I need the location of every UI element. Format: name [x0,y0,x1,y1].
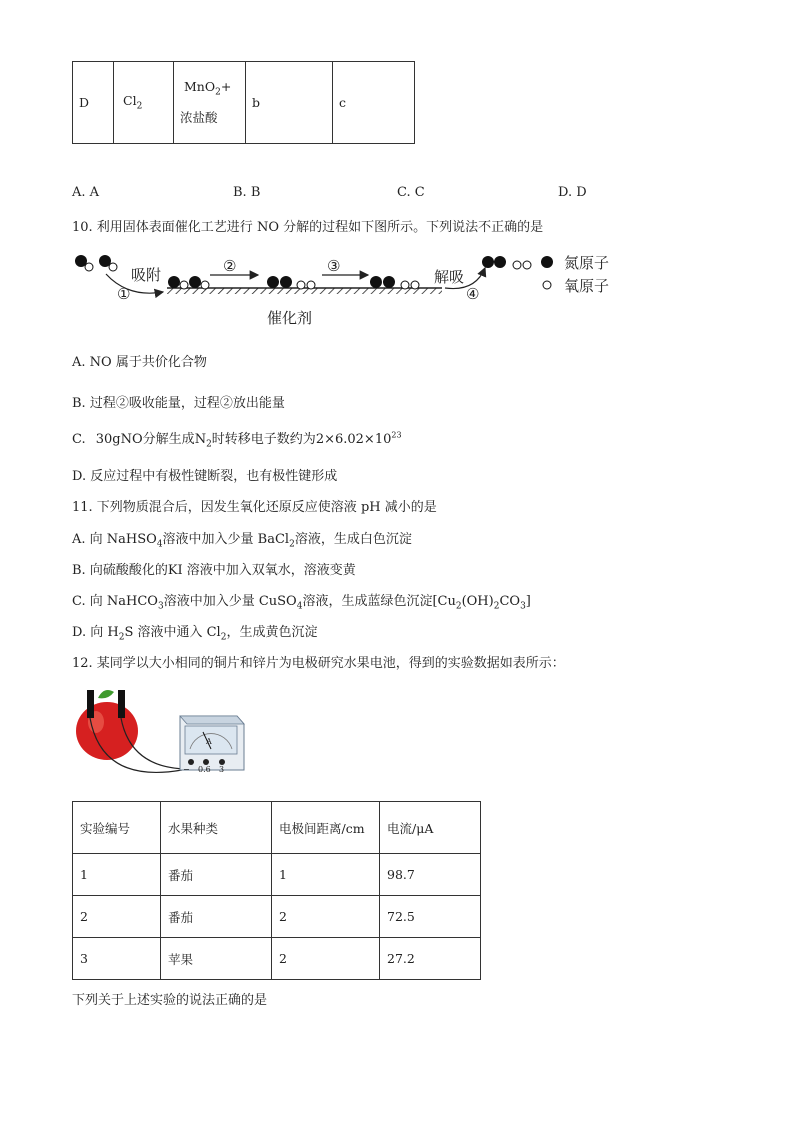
q9-option-b: B. B [233,185,261,200]
label-step2: ② [223,257,237,275]
q10-option-b: B. 过程②吸收能量，过程②放出能量 [72,396,285,411]
ammeter-icon [180,716,244,770]
table-cell: 72.5 [380,896,481,938]
q11-option-b: B. 向硫酸酸化的KI 溶液中加入双氧水，溶液变黄 [72,563,356,578]
table-cell: 98.7 [380,854,481,896]
table-cell: 27.2 [380,938,481,980]
legend-oxygen-icon [543,281,551,289]
header-cell: 水果种类 [161,802,272,854]
label-desorb: 解吸 [434,268,465,286]
cell-reagent: MnO$_2$+ 浓盐酸 [174,62,246,144]
q9-table [72,61,415,144]
table-header-row [73,802,481,854]
label-catalyst: 催化剂 [267,309,313,327]
table-row [73,854,481,896]
table-cell: 1 [73,854,161,896]
q10-diagram [60,248,640,338]
meter-terminal-06: 0.6 [198,765,211,774]
header-cell: 电极间距离/cm [272,802,380,854]
legend-nitrogen: 氮原子 [564,254,610,272]
table-cell: 3 [73,938,161,980]
recombined-molecules [370,276,419,289]
table-cell: 苹果 [161,938,272,980]
table-row [73,62,415,144]
table-cell: 番茄 [161,854,272,896]
cell-c: c [333,62,415,144]
fruit-battery-svg [72,684,272,796]
meter-terminal-3: 3 [219,765,225,774]
adsorbed-no [168,276,209,289]
electrode-right [118,690,125,718]
label-step1: ① [117,285,131,303]
table-row [73,938,481,980]
q12-data-table [72,801,481,980]
table-cell: 2 [272,896,380,938]
q12-followup: 下列关于上述实验的说法正确的是 [72,993,268,1008]
q9-option-d: D. D [558,185,587,200]
q10-stem: 10. 利用固体表面催化工艺进行 NO 分解的过程如下图所示。下列说法不正确的是 [72,220,544,235]
legend-nitrogen-icon [541,256,553,268]
electrode-left [87,690,94,718]
desorbed-products [482,256,531,269]
q10-option-d: D. 反应过程中有极性键断裂，也有极性键形成 [72,469,338,484]
header-cell: 电流/μA [380,802,481,854]
table-cell: 2 [272,938,380,980]
catalyst-surface [167,288,442,294]
q11-option-c: C. 向 NaHCO$_3$溶液中加入少量 CuSO$_4$溶液，生成蓝绿色沉淀$[Cu_2(OH)_2CO_3]$ [72,594,531,612]
fruit-battery-illustration [72,684,272,796]
header-cell: 实验编号 [73,802,161,854]
leaf-icon [98,690,114,698]
label-adsorb: 吸附 [131,266,162,284]
no-molecule-1 [75,255,93,271]
legend-oxygen: 氧原子 [564,277,610,295]
table-cell: 番茄 [161,896,272,938]
meter-unit-label: A [206,737,212,746]
dissociated-atoms [267,276,315,289]
cell-option: D [73,62,114,144]
no-molecule-2 [99,255,117,271]
q10-option-a: A. NO 属于共价化合物 [72,355,207,370]
label-step3: ③ [327,257,341,275]
q12-stem: 12. 某同学以大小相同的铜片和锌片为电极研究水果电池，得到的实验数据如表所示： [72,656,565,671]
q11-option-a: A. 向 NaHSO$_4$溶液中加入少量 BaCl$_2$溶液，生成白色沉淀 [72,532,412,550]
table-row [73,896,481,938]
q9-option-c: C. C [397,185,425,200]
q9-option-a: A. A [72,185,100,200]
table-cell: 1 [272,854,380,896]
q11-option-d: D. 向 $H_2S$ 溶液中通入 $Cl_2$，生成黄色沉淀 [72,625,318,643]
catalysis-diagram [60,248,640,338]
meter-terminal-minus: − [183,765,190,774]
table-cell: 2 [73,896,161,938]
apple-icon [76,702,138,760]
label-step4: ④ [466,285,480,303]
q11-stem: 11. 下列物质混合后，因发生氧化还原反应使溶液 pH 减小的是 [72,500,437,515]
cell-gas: $Cl_2$ [114,62,174,144]
q10-option-c: C. 30gNO分解生成$N_2$时转移电子数约为$2\times 6.02\times 10^{23}$ [72,430,402,450]
cell-b: b [246,62,333,144]
